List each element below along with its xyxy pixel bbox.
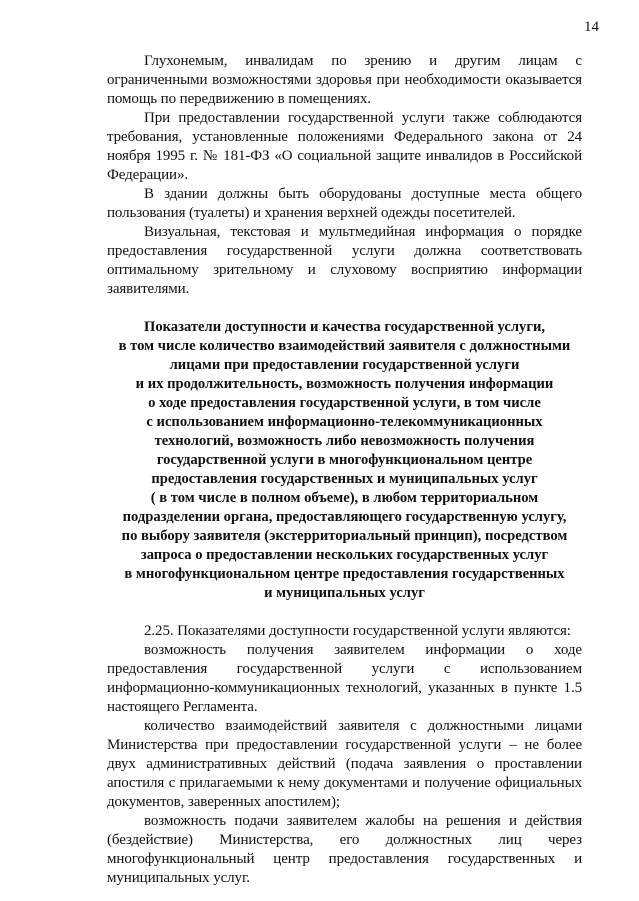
heading-line: технологий, возможность либо невозможность получения (154, 433, 535, 449)
page-content (107, 52, 582, 888)
heading-line: государственной услуги в многофункциональном центре (156, 452, 533, 468)
paragraph-visual-information: Визуальная, текстовая и мультмедийная информация о порядке предоставления государственной услуги должна соответствовать оптимальному зрительному и слуховому восприятию информации заявителями. (107, 224, 582, 297)
paragraph-information-access: возможность получения заявителем информации о ходе предоставления государственной услуги с использованием информационно-коммуникационных технологий, указанных в пункте 1.5 настоящего Регламента. (107, 642, 582, 715)
section-heading (107, 318, 582, 603)
page-number: 14 (584, 19, 599, 35)
heading-line: лицами при предоставлении государственной услуги (169, 357, 520, 373)
heading-line: ( в том числе в полном объеме), в любом территориальном (150, 490, 539, 506)
heading-line: о ходе предоставления государственной услуги, в том числе (148, 395, 541, 411)
paragraph-assistance: Глухонемым, инвалидам по зрению и другим лицам с ограниченными возможностями здоровья при необходимости оказывается помощь по передвижению в помещениях. (107, 53, 582, 107)
heading-line: предоставления государственных и муниципальных услуг (151, 471, 538, 487)
heading-line: с использованием информационно-телекоммуникационных (146, 414, 543, 430)
paragraph-clause-2-25: 2.25. Показателями доступности государственной услуги являются: (144, 623, 571, 639)
heading-line: запроса о предоставлении нескольких государственных услуг (140, 547, 549, 563)
heading-line: подразделении органа, предоставляющего государственную услугу, (122, 509, 567, 525)
heading-line: по выбору заявителя (экстерриториальный принцип), посредством (121, 528, 568, 544)
heading-line: и муниципальных услуг (264, 585, 425, 601)
paragraph-interaction-count: количество взаимодействий заявителя с должностными лицами Министерства при предоставлении государственной услуги – не более двух административных действий (подача заявления о проставлении апостиля с прилагаемыми к нему документами и получение официальных документов, заверенных апостилем); (107, 718, 582, 810)
paragraph-complaint: возможность подачи заявителем жалобы на решения и действия (бездействие) Министерства, его должностных лиц через многофункциональный центр предоставления государственных и муниципальных услуг. (107, 813, 582, 886)
heading-line: в многофункциональном центре предоставления государственных (124, 566, 565, 582)
heading-line: Показатели доступности и качества государственной услуги, (143, 319, 546, 335)
paragraph-public-facilities: В здании должны быть оборудованы доступные места общего пользования (туалеты) и хранения верхней одежды посетителей. (107, 186, 582, 221)
paragraph-federal-law: При предоставлении государственной услуги также соблюдаются требования, установленные положениями Федерального закона от 24 ноября 1995 г. № 181-ФЗ «О социальной защите инвалидов в Российской Федерации». (107, 110, 582, 183)
heading-line: в том числе количество взаимодействий заявителя с должностными (118, 338, 571, 354)
heading-line: и их продолжительность, возможность получения информации (135, 376, 554, 392)
